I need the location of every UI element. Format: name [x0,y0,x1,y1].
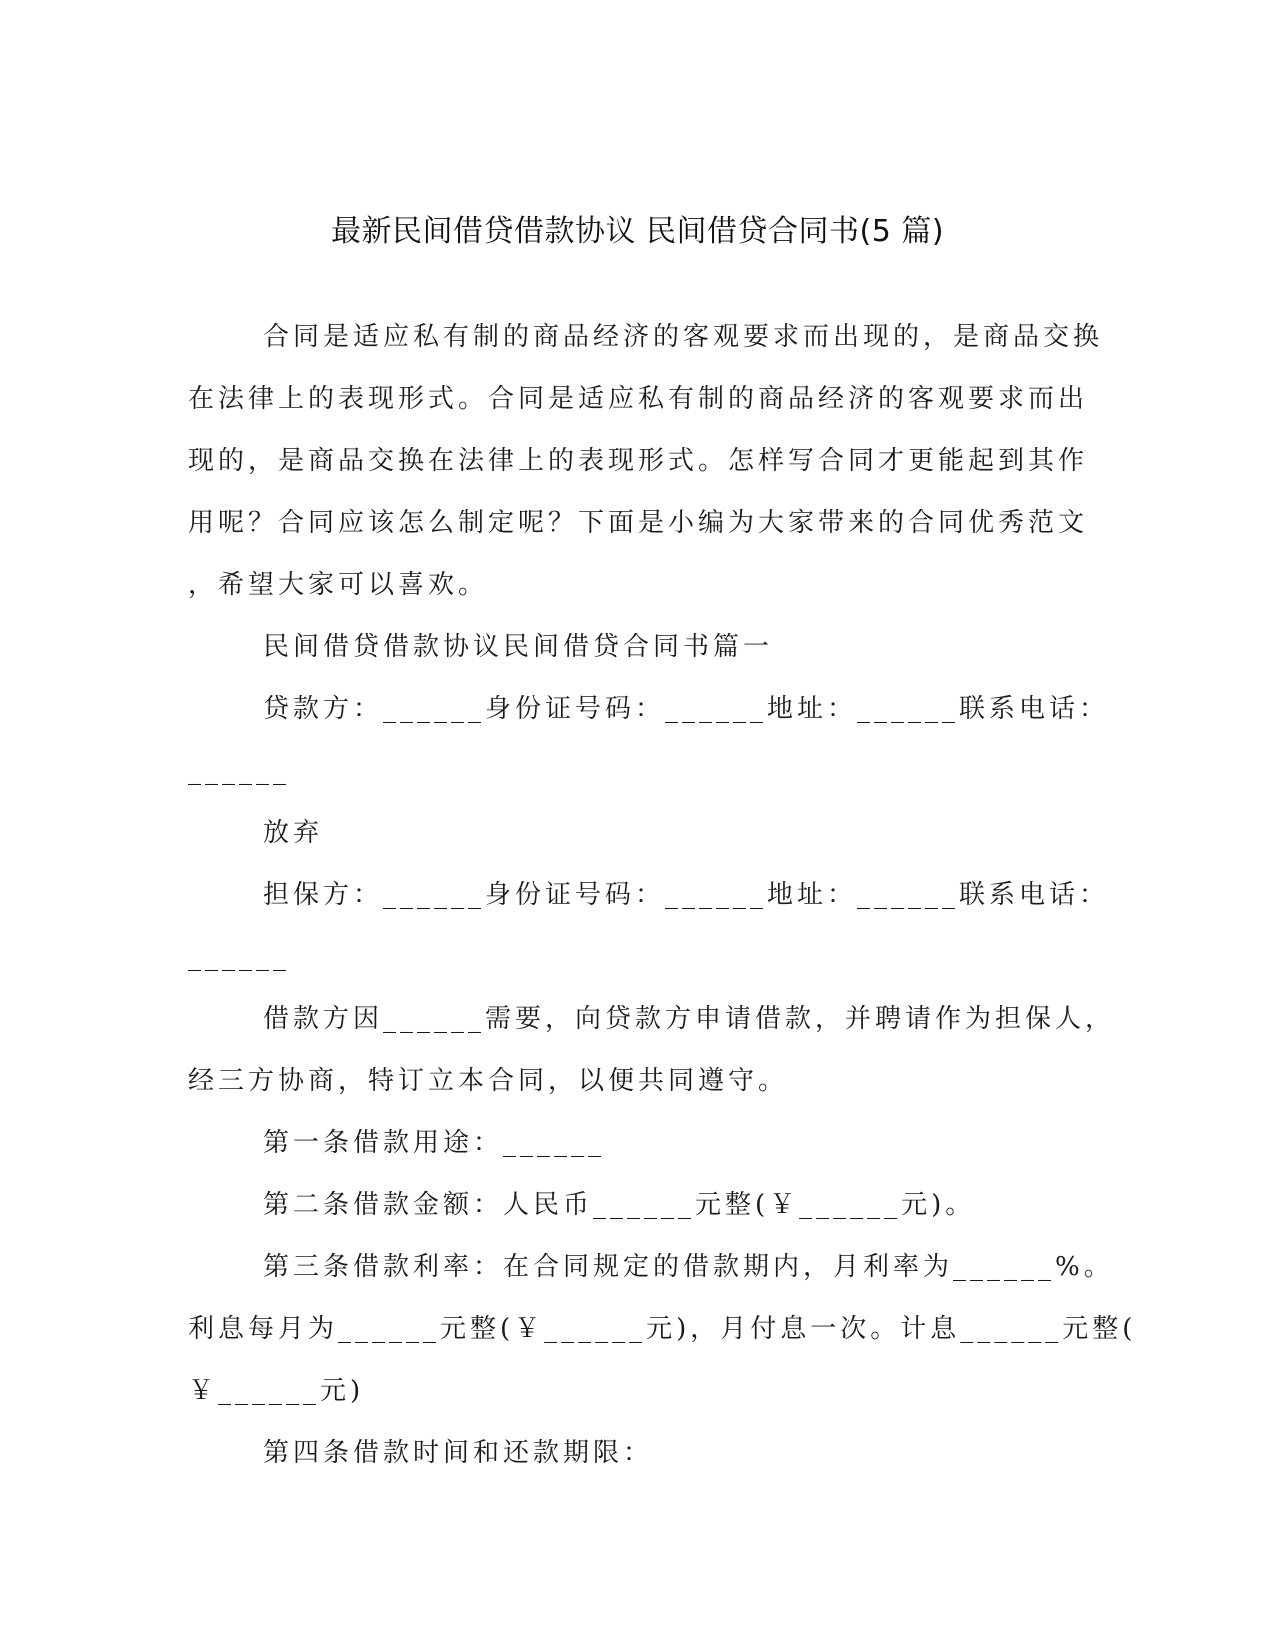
article-1: 第一条借款用途：______ [263,1128,606,1158]
intro-line: 现的，是商品交换在法律上的表现形式。怎样写合同才更能起到其作 [188,446,1089,476]
article-3-line: 第三条借款利率：在合同规定的借款期内，月利率为______%。 [263,1252,1114,1282]
article-2: 第二条借款金额：人民币______元整(￥______元)。 [263,1190,976,1220]
intro-line: 在法律上的表现形式。合同是适应私有制的商品经济的客观要求而出 [188,384,1089,414]
lender-line: 贷款方：______身份证号码：______地址：______联系电话： [263,694,1110,724]
lender-phone-blank: ______ [188,756,290,786]
document-body [188,306,1137,1484]
borrow-reason-line: 借款方因______需要，向贷款方申请借款，并聘请作为担保人， [263,1004,1116,1034]
intro-line: ，希望大家可以喜欢。 [188,570,489,600]
article-3-line: ￥______元) [188,1376,365,1406]
intro-line: 用呢？合同应该怎么制定呢？下面是小编为大家带来的合同优秀范文 [188,508,1089,538]
intro-line: 合同是适应私有制的商品经济的客观要求而出现的，是商品交换 [263,322,1104,352]
section-heading: 民间借贷借款协议民间借贷合同书篇一 [263,632,774,662]
article-3-line: 利息每月为______元整(￥______元)，月付息一次。计息______元整( [188,1314,1137,1344]
guarantor-line: 担保方：______身份证号码：______地址：______联系电话： [263,880,1110,910]
article-4: 第四条借款时间和还款期限： [263,1438,654,1468]
document-title: 最新民间借贷借款协议 民间借贷合同书(5 篇) [330,214,945,249]
borrow-reason-line: 经三方协商，特订立本合同，以便共同遵守。 [188,1066,789,1096]
guarantor-phone-blank: ______ [188,942,290,972]
abandon-text: 放弃 [263,818,324,848]
